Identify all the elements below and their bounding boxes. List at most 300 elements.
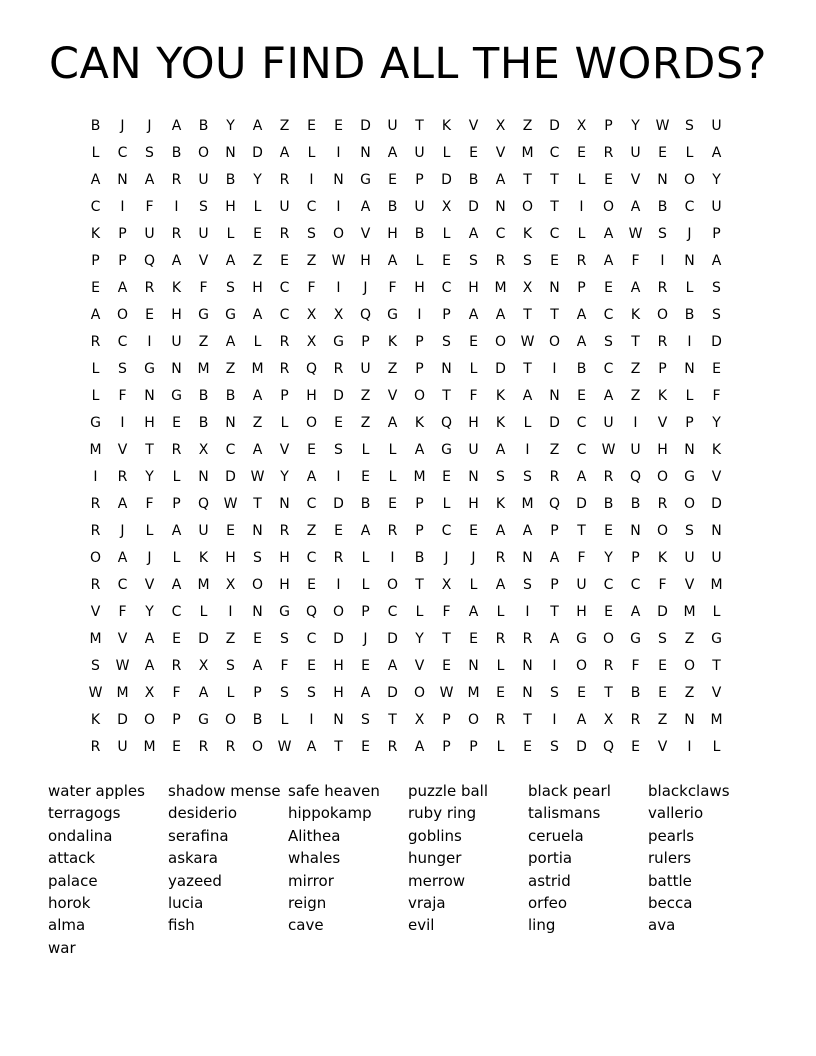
grid-cell: P bbox=[118, 252, 127, 269]
grid-cell: N bbox=[549, 279, 560, 296]
grid-cell: Z bbox=[360, 414, 371, 431]
grid-cell: A bbox=[171, 576, 182, 593]
puzzle-title: CAN YOU FIND ALL THE WORDS? bbox=[49, 39, 767, 89]
grid-cell: N bbox=[657, 171, 668, 188]
grid-cell: A bbox=[549, 630, 560, 647]
grid-cell: Z bbox=[279, 117, 290, 134]
grid-cell: N bbox=[171, 360, 182, 377]
grid-cell: F bbox=[631, 252, 640, 269]
grid-cell: X bbox=[306, 333, 317, 350]
grid-cell: K bbox=[630, 306, 641, 323]
grid-cell: S bbox=[550, 738, 559, 755]
grid-cell: N bbox=[252, 603, 263, 620]
grid-cell: L bbox=[442, 225, 451, 242]
grid-cell: E bbox=[604, 171, 613, 188]
grid-cell: E bbox=[388, 495, 397, 512]
grid-cell: P bbox=[280, 387, 289, 404]
grid-cell: U bbox=[117, 738, 128, 755]
grid-cell: M bbox=[710, 711, 723, 728]
word-list-item: attack bbox=[48, 849, 96, 868]
grid-cell: F bbox=[145, 198, 154, 215]
grid-cell: G bbox=[171, 387, 182, 404]
grid-cell: K bbox=[387, 333, 398, 350]
grid-cell: A bbox=[252, 117, 263, 134]
grid-cell: Z bbox=[387, 360, 398, 377]
grid-cell: U bbox=[630, 144, 641, 161]
grid-cell: Q bbox=[197, 495, 210, 512]
grid-cell: T bbox=[415, 117, 424, 134]
grid-cell: R bbox=[144, 279, 155, 296]
grid-cell: V bbox=[117, 630, 128, 647]
grid-cell: J bbox=[363, 279, 368, 296]
grid-cell: S bbox=[685, 117, 694, 134]
grid-cell: R bbox=[279, 171, 290, 188]
grid-cell: N bbox=[684, 252, 695, 269]
grid-cell: Q bbox=[548, 495, 561, 512]
grid-cell: R bbox=[279, 333, 290, 350]
grid-cell: E bbox=[91, 279, 100, 296]
grid-cell: C bbox=[603, 306, 614, 323]
grid-cell: F bbox=[469, 387, 478, 404]
grid-cell: T bbox=[523, 306, 532, 323]
grid-cell: C bbox=[684, 198, 695, 215]
grid-cell: V bbox=[684, 576, 695, 593]
grid-cell: C bbox=[576, 414, 587, 431]
grid-cell: U bbox=[711, 549, 722, 566]
grid-cell: A bbox=[144, 171, 155, 188]
grid-cell: O bbox=[386, 576, 399, 593]
grid-cell: E bbox=[442, 468, 451, 485]
grid-cell: A bbox=[117, 279, 128, 296]
grid-cell: D bbox=[468, 198, 479, 215]
grid-cell: C bbox=[549, 144, 560, 161]
grid-cell: L bbox=[226, 684, 235, 701]
grid-cell: I bbox=[120, 414, 125, 431]
grid-cell: Z bbox=[225, 630, 236, 647]
grid-cell: A bbox=[225, 252, 236, 269]
grid-cell: E bbox=[280, 252, 289, 269]
grid-cell: D bbox=[711, 333, 722, 350]
grid-cell: N bbox=[495, 198, 506, 215]
grid-cell: S bbox=[334, 441, 343, 458]
grid-cell: Z bbox=[630, 360, 641, 377]
grid-cell: H bbox=[225, 549, 236, 566]
grid-cell: D bbox=[657, 603, 668, 620]
grid-cell: P bbox=[415, 495, 424, 512]
grid-cell: P bbox=[442, 711, 451, 728]
grid-cell: W bbox=[439, 684, 454, 701]
grid-cell: N bbox=[522, 549, 533, 566]
grid-cell: A bbox=[306, 738, 317, 755]
grid-cell: K bbox=[198, 549, 209, 566]
grid-cell: A bbox=[495, 171, 506, 188]
grid-cell: E bbox=[577, 684, 586, 701]
grid-cell: E bbox=[577, 387, 586, 404]
grid-cell: P bbox=[469, 738, 478, 755]
grid-cell: O bbox=[683, 657, 696, 674]
grid-cell: E bbox=[334, 522, 343, 539]
grid-cell: T bbox=[442, 630, 451, 647]
grid-cell: I bbox=[336, 576, 341, 593]
word-list-item: vraja bbox=[408, 893, 446, 912]
grid-cell: P bbox=[91, 252, 100, 269]
grid-cell: P bbox=[550, 576, 559, 593]
grid-cell: L bbox=[91, 144, 100, 161]
grid-cell: R bbox=[603, 144, 614, 161]
word-list-item: Alithea bbox=[288, 826, 341, 845]
grid-cell: I bbox=[552, 360, 557, 377]
grid-cell: A bbox=[576, 468, 587, 485]
grid-cell: X bbox=[441, 576, 452, 593]
word-list-item: safe heaven bbox=[288, 782, 380, 800]
grid-cell: L bbox=[388, 441, 397, 458]
grid-cell: G bbox=[441, 441, 452, 458]
grid-cell: U bbox=[360, 360, 371, 377]
grid-cell: R bbox=[495, 252, 506, 269]
grid-cell: T bbox=[550, 171, 559, 188]
grid-cell: T bbox=[550, 198, 559, 215]
grid-cell: K bbox=[495, 387, 506, 404]
grid-cell: B bbox=[576, 360, 587, 377]
grid-cell: Y bbox=[631, 117, 640, 134]
grid-cell: R bbox=[387, 738, 398, 755]
grid-cell: N bbox=[711, 522, 722, 539]
grid-cell: D bbox=[333, 495, 344, 512]
grid-cell: L bbox=[388, 468, 397, 485]
grid-cell: E bbox=[388, 171, 397, 188]
grid-cell: U bbox=[198, 522, 209, 539]
grid-cell: L bbox=[523, 414, 532, 431]
grid-cell: G bbox=[198, 306, 209, 323]
grid-cell: C bbox=[306, 198, 317, 215]
grid-cell: O bbox=[197, 144, 210, 161]
grid-cell: L bbox=[253, 198, 262, 215]
grid-cell: S bbox=[550, 684, 559, 701]
grid-cell: O bbox=[521, 198, 534, 215]
grid-cell: H bbox=[306, 387, 317, 404]
grid-cell: O bbox=[602, 630, 615, 647]
grid-cell: R bbox=[279, 522, 290, 539]
grid-cell: A bbox=[495, 522, 506, 539]
grid-cell: K bbox=[171, 279, 182, 296]
grid-cell: B bbox=[657, 198, 668, 215]
grid-cell: G bbox=[684, 468, 695, 485]
grid-cell: P bbox=[415, 522, 424, 539]
grid-cell: E bbox=[334, 117, 343, 134]
grid-cell: N bbox=[522, 684, 533, 701]
grid-cell: D bbox=[198, 630, 209, 647]
grid-cell: Z bbox=[306, 252, 317, 269]
grid-cell: B bbox=[225, 387, 236, 404]
grid-cell: A bbox=[306, 468, 317, 485]
grid-cell: H bbox=[252, 279, 263, 296]
grid-cell: M bbox=[251, 360, 264, 377]
grid-cell: R bbox=[576, 252, 587, 269]
grid-cell: E bbox=[469, 144, 478, 161]
grid-cell: O bbox=[251, 738, 264, 755]
word-list-item: talismans bbox=[528, 804, 601, 823]
word-list-item: battle bbox=[648, 871, 692, 890]
grid-cell: Q bbox=[305, 360, 318, 377]
word-list-item: goblins bbox=[408, 826, 462, 845]
grid-cell: C bbox=[441, 522, 452, 539]
word-list-item: orfeo bbox=[528, 893, 568, 912]
grid-cell: O bbox=[224, 711, 237, 728]
grid-cell: P bbox=[172, 711, 181, 728]
grid-cell: C bbox=[549, 225, 560, 242]
grid-cell: R bbox=[171, 441, 182, 458]
grid-cell: C bbox=[90, 198, 101, 215]
grid-cell: P bbox=[415, 333, 424, 350]
grid-cell: N bbox=[684, 360, 695, 377]
grid-cell: R bbox=[603, 657, 614, 674]
grid-cell: O bbox=[494, 333, 507, 350]
grid-cell: V bbox=[117, 441, 128, 458]
grid-cell: V bbox=[657, 738, 668, 755]
grid-cell: O bbox=[575, 657, 588, 674]
grid-cell: U bbox=[198, 171, 209, 188]
grid-cell: Q bbox=[440, 414, 453, 431]
grid-cell: G bbox=[360, 171, 371, 188]
grid-cell: O bbox=[413, 684, 426, 701]
grid-cell: I bbox=[660, 252, 665, 269]
grid-cell: N bbox=[549, 387, 560, 404]
word-list-item: fish bbox=[168, 916, 195, 935]
grid-cell: T bbox=[388, 711, 397, 728]
grid-cell: S bbox=[361, 711, 370, 728]
grid-cell: P bbox=[415, 360, 424, 377]
grid-cell: V bbox=[711, 468, 722, 485]
grid-cell: M bbox=[683, 603, 696, 620]
grid-cell: M bbox=[197, 576, 210, 593]
grid-cell: L bbox=[685, 387, 694, 404]
grid-cell: I bbox=[633, 414, 638, 431]
grid-cell: R bbox=[495, 549, 506, 566]
grid-cell: T bbox=[550, 603, 559, 620]
grid-cell: P bbox=[685, 414, 694, 431]
grid-cell: A bbox=[468, 603, 479, 620]
grid-cell: U bbox=[711, 198, 722, 215]
word-list-item: becca bbox=[648, 893, 693, 912]
grid-cell: P bbox=[604, 117, 613, 134]
grid-cell: Q bbox=[629, 468, 642, 485]
grid-cell: H bbox=[576, 603, 587, 620]
grid-cell: R bbox=[90, 576, 101, 593]
grid-cell: L bbox=[442, 144, 451, 161]
grid-cell: H bbox=[414, 279, 425, 296]
grid-cell: Z bbox=[630, 387, 641, 404]
grid-cell: F bbox=[577, 549, 586, 566]
grid-cell: C bbox=[387, 603, 398, 620]
grid-cell: O bbox=[305, 414, 318, 431]
grid-cell: V bbox=[387, 387, 398, 404]
grid-cell: E bbox=[712, 360, 721, 377]
grid-cell: N bbox=[441, 360, 452, 377]
grid-cell: A bbox=[144, 657, 155, 674]
grid-cell: J bbox=[687, 225, 692, 242]
grid-cell: E bbox=[307, 657, 316, 674]
grid-cell: D bbox=[576, 738, 587, 755]
grid-cell: S bbox=[712, 279, 721, 296]
grid-cell: D bbox=[549, 117, 560, 134]
grid-cell: A bbox=[414, 441, 425, 458]
grid-cell: R bbox=[603, 468, 614, 485]
grid-cell: P bbox=[172, 495, 181, 512]
grid-cell: G bbox=[225, 306, 236, 323]
grid-cell: O bbox=[116, 306, 129, 323]
grid-cell: C bbox=[603, 576, 614, 593]
grid-cell: A bbox=[495, 306, 506, 323]
grid-cell: J bbox=[363, 630, 368, 647]
grid-cell: E bbox=[442, 252, 451, 269]
grid-cell: A bbox=[549, 549, 560, 566]
grid-cell: F bbox=[199, 279, 208, 296]
grid-cell: C bbox=[279, 306, 290, 323]
grid-cell: E bbox=[658, 684, 667, 701]
grid-cell: Y bbox=[280, 468, 289, 485]
grid-cell: P bbox=[415, 171, 424, 188]
grid-cell: E bbox=[145, 306, 154, 323]
grid-cell: A bbox=[387, 414, 398, 431]
word-list-item: water apples bbox=[48, 782, 145, 800]
grid-cell: I bbox=[336, 198, 341, 215]
grid-cell: Z bbox=[684, 684, 695, 701]
grid-cell: O bbox=[89, 549, 102, 566]
grid-cell: B bbox=[468, 171, 479, 188]
grid-cell: K bbox=[657, 387, 668, 404]
grid-cell: Z bbox=[549, 441, 560, 458]
grid-cell: O bbox=[656, 306, 669, 323]
grid-cell: P bbox=[577, 279, 586, 296]
grid-cell: E bbox=[172, 630, 181, 647]
grid-cell: N bbox=[684, 711, 695, 728]
grid-cell: R bbox=[90, 495, 101, 512]
grid-cell: W bbox=[520, 333, 535, 350]
grid-cell: A bbox=[522, 387, 533, 404]
grid-cell: C bbox=[117, 333, 128, 350]
grid-cell: A bbox=[630, 603, 641, 620]
word-list-item: ava bbox=[648, 916, 676, 935]
grid-cell: E bbox=[172, 738, 181, 755]
word-list-item: evil bbox=[408, 916, 435, 935]
grid-cell: I bbox=[525, 603, 530, 620]
grid-cell: I bbox=[336, 144, 341, 161]
grid-cell: A bbox=[603, 252, 614, 269]
grid-cell: L bbox=[496, 738, 505, 755]
grid-cell: R bbox=[279, 225, 290, 242]
word-list-item: puzzle ball bbox=[408, 782, 488, 800]
grid-cell: U bbox=[711, 117, 722, 134]
grid-cell: K bbox=[657, 549, 668, 566]
grid-cell: I bbox=[687, 333, 692, 350]
grid-cell: D bbox=[495, 360, 506, 377]
grid-cell: A bbox=[387, 252, 398, 269]
grid-cell: P bbox=[253, 684, 262, 701]
grid-cell: L bbox=[253, 333, 262, 350]
grid-cell: U bbox=[630, 441, 641, 458]
grid-cell: K bbox=[90, 711, 101, 728]
grid-cell: B bbox=[630, 684, 641, 701]
grid-cell: V bbox=[468, 117, 479, 134]
grid-cell: K bbox=[441, 117, 452, 134]
grid-cell: R bbox=[549, 468, 560, 485]
grid-cell: F bbox=[388, 279, 397, 296]
grid-cell: J bbox=[444, 549, 449, 566]
grid-cell: X bbox=[522, 279, 533, 296]
grid-cell: H bbox=[333, 657, 344, 674]
grid-cell: V bbox=[279, 441, 290, 458]
grid-cell: I bbox=[309, 711, 314, 728]
grid-cell: A bbox=[414, 738, 425, 755]
grid-cell: E bbox=[172, 414, 181, 431]
grid-cell: A bbox=[576, 306, 587, 323]
grid-cell: W bbox=[250, 468, 265, 485]
grid-cell: L bbox=[280, 414, 289, 431]
grid-cell: D bbox=[549, 414, 560, 431]
grid-cell: N bbox=[333, 711, 344, 728]
grid-cell: E bbox=[550, 252, 559, 269]
grid-cell: R bbox=[657, 333, 668, 350]
grid-cell: N bbox=[360, 144, 371, 161]
grid-cell: G bbox=[279, 603, 290, 620]
word-list-item: whales bbox=[288, 849, 341, 868]
grid-cell: S bbox=[91, 657, 100, 674]
grid-cell: T bbox=[442, 387, 451, 404]
grid-cell: B bbox=[198, 117, 209, 134]
word-list-item: pearls bbox=[648, 826, 695, 845]
grid-cell: B bbox=[198, 414, 209, 431]
word-list-item: hippokamp bbox=[288, 804, 372, 823]
grid-cell: A bbox=[225, 333, 236, 350]
grid-cell: Z bbox=[684, 630, 695, 647]
grid-cell: O bbox=[548, 333, 561, 350]
grid-cell: Q bbox=[143, 252, 156, 269]
grid-cell: S bbox=[496, 468, 505, 485]
grid-cell: W bbox=[628, 225, 643, 242]
grid-cell: E bbox=[631, 738, 640, 755]
grid-cell: A bbox=[495, 441, 506, 458]
grid-cell: O bbox=[656, 522, 669, 539]
grid-cell: X bbox=[225, 576, 236, 593]
grid-cell: V bbox=[90, 603, 101, 620]
word-list-item: ondalina bbox=[48, 826, 113, 845]
grid-cell: I bbox=[579, 198, 584, 215]
grid-cell: O bbox=[656, 468, 669, 485]
grid-cell: R bbox=[657, 279, 668, 296]
grid-cell: Z bbox=[225, 360, 236, 377]
grid-cell: E bbox=[253, 225, 262, 242]
grid-cell: R bbox=[90, 738, 101, 755]
grid-cell: I bbox=[309, 171, 314, 188]
grid-cell: I bbox=[552, 657, 557, 674]
grid-cell: W bbox=[601, 441, 616, 458]
grid-cell: S bbox=[118, 360, 127, 377]
grid-cell: P bbox=[361, 333, 370, 350]
grid-cell: X bbox=[495, 117, 506, 134]
word-list bbox=[48, 780, 768, 959]
grid-cell: N bbox=[522, 657, 533, 674]
grid-cell: A bbox=[360, 522, 371, 539]
grid-cell: A bbox=[360, 684, 371, 701]
grid-cell: Y bbox=[145, 468, 154, 485]
grid-cell: B bbox=[387, 198, 398, 215]
word-list-item: horok bbox=[48, 893, 91, 912]
grid-cell: A bbox=[171, 117, 182, 134]
grid-cell: E bbox=[523, 738, 532, 755]
grid-cell: U bbox=[414, 144, 425, 161]
grid-cell: Z bbox=[522, 117, 533, 134]
grid-cell: K bbox=[90, 225, 101, 242]
